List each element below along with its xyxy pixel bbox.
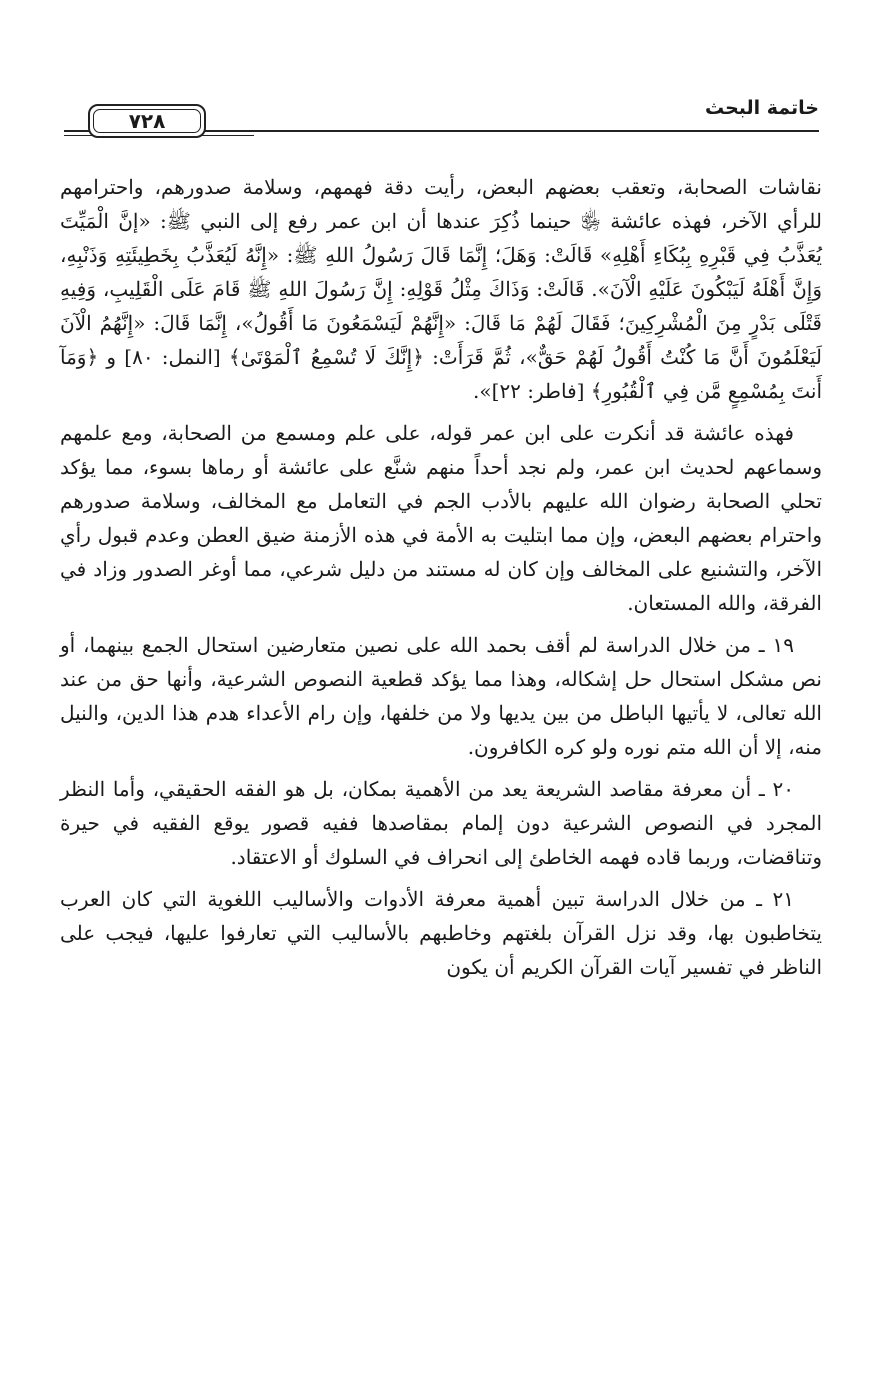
page-body bbox=[60, 170, 822, 984]
section-title: خاتمة البحث bbox=[695, 94, 819, 122]
paragraph: فهذه عائشة قد أنكرت على ابن عمر قوله، على علم ومسمع من الصحابة، ومع علمهم وسماعهم لحديث ابن عمر، ولم نجد أحداً منهم شنَّع على عائشة أو رماها بسوء، مما يؤكد تحلي الصحابة رضوان الله عليهم بالأدب الجم في التعامل مع المخالف، وسلامة صدورهم واحترام بعضهم البعض، وإن مما ابتليت به الأمة في هذه الأزمنة ضيق العطن وعدم قبول رأي الآخر، والتشنيع على المخالف وإن كان له مستند من دليل شرعي، مما أوغر الصدور وزاد في الفرقة، والله المستعان. bbox=[60, 421, 822, 615]
page-number-frame bbox=[88, 104, 206, 138]
page-number: ٧٢٨ bbox=[128, 109, 166, 133]
paragraph-continued: نقاشات الصحابة، وتعقب بعضهم البعض، رأيت دقة فهمهم، وسلامة صدورهم، واحترامهم للرأي الآخر، فهذه عائشة ﵂ حينما ذُكِرَ عندها أن ابن عمر رفع إلى النبي ﷺ: «إنَّ الْمَيِّتَ يُعَذَّبُ فِي قَبْرِهِ بِبُكَاءِ أَهْلِهِ» قَالَتْ: وَهَلَ؛ إِنَّمَا قَالَ رَسُولُ اللهِ ﷺ: «إِنَّهُ لَيُعَذَّبُ بِخَطِيئَتِهِ وَذَنْبِهِ، وَإِنَّ أَهْلَهُ لَيَبْكُونَ عَلَيْهِ الْآنَ». قَالَتْ: وَذَاكَ مِثْلُ قَوْلِهِ: إِنَّ رَسُولَ اللهِ ﷺ قَامَ عَلَى الْقَلِيبِ، وَفِيهِ قَتْلَى بَدْرٍ مِنَ الْمُشْرِكِينَ؛ فَقَالَ لَهُمْ مَا قَالَ: «إِنَّهُمْ لَيَسْمَعُونَ مَا أَقُولُ»، إِنَّمَا قَالَ: «إِنَّهُمُ الْآنَ لَيَعْلَمُونَ أَنَّ مَا كُنْتُ أَقُولُ لَهُمْ حَقٌّ»، ثُمَّ قَرَأَتْ: ﴿إِنَّكَ لَا تُسْمِعُ ٱلْمَوْتَىٰ﴾ [النمل: ٨٠] و ﴿وَمَآ أَنتَ بِمُسْمِعٍ مَّن فِي ٱلْقُبُورِ﴾ [فاطر: ٢٢]». bbox=[60, 175, 823, 403]
paragraph-item-21: ٢١ ـ من خلال الدراسة تبين أهمية معرفة الأدوات والأساليب اللغوية التي كان العرب يتخاطبون بها، وقد نزل القرآن بلغتهم وخاطبهم بالأساليب التي تعارفوا عليها، فيجب على الناظر في تفسير آيات القرآن الكريم أن يكون bbox=[60, 887, 822, 979]
paragraph-item-20: ٢٠ ـ أن معرفة مقاصد الشريعة يعد من الأهمية بمكان، بل هو الفقه الحقيقي، وأما النظر المجرد في النصوص الشرعية دون إلمام بمقاصدها ففيه قصور يوقع الفقيه في حيرة وتناقضات، وربما قاده فهمه الخاطئ إلى انحراف في السلوك أو الاعتقاد. bbox=[60, 777, 822, 869]
paragraph-item-19: ١٩ ـ من خلال الدراسة لم أقف بحمد الله على نصين متعارضين استحال الجمع بينهما، أو نص مشكل استحال حل إشكاله، وهذا مما يؤكد قطعية النصوص الشرعية، وأنها حق من عند الله تعالى، لا يأتيها الباطل من بين يديها ولا من خلفها، وإن رام الأعداء هدم هذا الدين، والنيل منه، إلا أن الله متم نوره ولو كره الكافرون. bbox=[60, 633, 822, 759]
page-header bbox=[64, 92, 819, 144]
